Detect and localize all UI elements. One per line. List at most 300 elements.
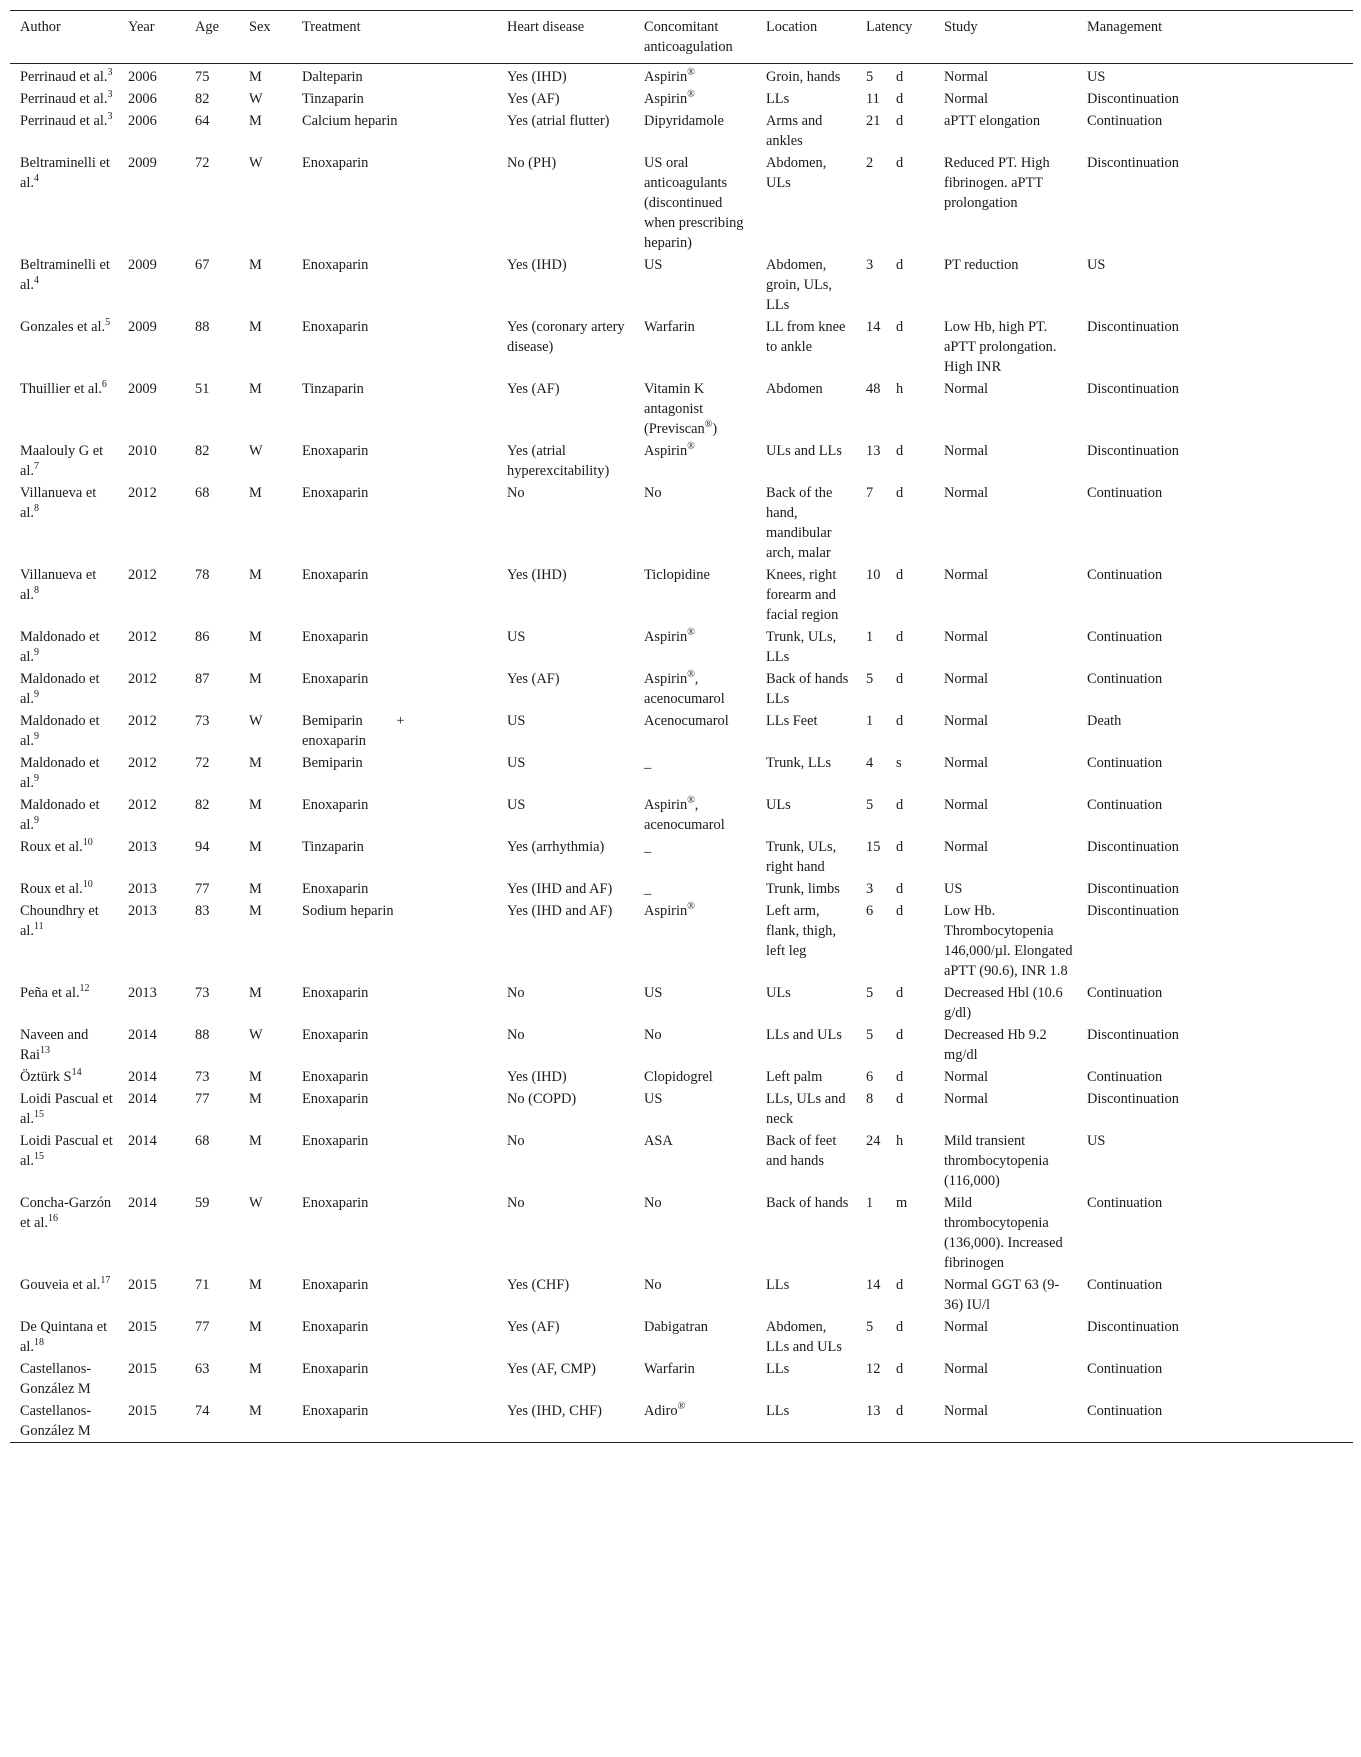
cell-author [10,482,118,564]
cell-study [934,836,1077,878]
cell-treatment [292,626,497,668]
cell-age [185,900,239,982]
cell-year [118,110,185,152]
cell-treatment [292,794,497,836]
cell-year [118,1400,185,1443]
treatment-value: Tinzaparin [302,91,364,107]
treatment-value: Enoxaparin [302,443,369,459]
cell-location [756,1316,856,1358]
management-value: Continuation [1087,1403,1163,1419]
cell-sex [239,710,292,752]
cell-heart-disease [497,110,634,152]
latency-number: 5 [866,1027,874,1043]
cell-age [185,378,239,440]
cell-heart-disease [497,64,634,89]
cell-year [118,1066,185,1088]
table-row [10,1358,1353,1400]
age-value: 78 [195,567,210,583]
age-value: 68 [195,485,210,501]
cell-anticoagulation [634,1400,756,1443]
cell-latency [856,794,934,836]
location-value: Arms and ankles [766,113,823,149]
cell-anticoagulation [634,110,756,152]
cell-sex [239,794,292,836]
cell-year [118,1088,185,1130]
cell-latency [856,1088,934,1130]
cell-latency [856,316,934,378]
cell-sex [239,1192,292,1274]
cell-latency [856,1274,934,1316]
management-value: Continuation [1087,671,1163,687]
cell-location [756,794,856,836]
latency-number: 5 [866,671,874,687]
cell-author [10,1400,118,1443]
cell-age [185,64,239,89]
cell-location [756,152,856,254]
study-value: Decreased Hb 9.2 mg/dl [944,1027,1047,1063]
author-name: Concha-Garzón et al. [20,1195,112,1231]
cell-year [118,1316,185,1358]
study-value: aPTT elongation [944,113,1041,129]
anticoagulation-value: Acenocumarol [644,713,729,729]
reference-number: 12 [79,983,90,995]
latency-number: 12 [866,1361,881,1377]
management-value: Discontinuation [1087,443,1179,459]
year-value: 2012 [128,797,157,813]
study-value: Normal [944,629,988,645]
cell-management [1077,482,1353,564]
management-value: Continuation [1087,1195,1163,1211]
study-value: Reduced PT. High fibrinogen. aPTT prolongation [944,155,1050,211]
cell-treatment [292,982,497,1024]
sex-value: M [249,797,262,813]
column-header-heart-disease: Heart disease [507,19,585,35]
cell-treatment [292,878,497,900]
cell-study [934,1066,1077,1088]
cell-management [1077,440,1353,482]
cell-management [1077,254,1353,316]
latency-number: 24 [866,1133,881,1149]
study-value: Normal [944,381,988,397]
cell-treatment [292,710,497,752]
cell-latency [856,752,934,794]
cell-sex [239,1358,292,1400]
latency-number: 5 [866,69,874,85]
treatment-value: Enoxaparin [302,319,369,335]
cell-heart-disease [497,1274,634,1316]
latency-unit: d [896,567,904,583]
latency-number: 5 [866,1319,874,1335]
cell-treatment [292,836,497,878]
cell-sex [239,900,292,982]
reference-number: 7 [33,461,39,473]
sex-value: M [249,485,262,501]
treatment-value: Dalteparin [302,69,363,85]
age-value: 74 [195,1403,210,1419]
cell-management [1077,564,1353,626]
management-value: Continuation [1087,985,1163,1001]
year-value: 2009 [128,257,157,273]
cell-location [756,900,856,982]
sex-value: M [249,755,262,771]
table-row [10,752,1353,794]
year-value: 2015 [128,1319,157,1335]
location-value: LLs [766,1361,790,1377]
cell-author [10,1130,118,1192]
cell-author [10,152,118,254]
sex-value: W [249,155,263,171]
cell-study [934,1316,1077,1358]
cell-location [756,88,856,110]
treatment-value: Tinzaparin [302,839,364,855]
latency-number: 1 [866,629,874,645]
latency-number: 14 [866,1277,881,1293]
cell-year [118,378,185,440]
cell-latency [856,626,934,668]
cell-treatment [292,1316,497,1358]
cell-age [185,878,239,900]
management-value: Discontinuation [1087,903,1179,919]
cell-author [10,626,118,668]
table-row [10,836,1353,878]
latency-number: 6 [866,903,874,919]
cell-age [185,794,239,836]
cell-latency [856,64,934,89]
location-value: Back of hands [766,1195,849,1211]
cell-study [934,316,1077,378]
year-value: 2012 [128,671,157,687]
cell-sex [239,836,292,878]
cell-sex [239,152,292,254]
cell-study [934,668,1077,710]
cell-latency [856,878,934,900]
location-value: Back of hands LLs [766,671,849,707]
cell-latency [856,668,934,710]
heart-disease-value: Yes (IHD, CHF) [507,1403,602,1419]
sex-value: M [249,671,262,687]
year-value: 2014 [128,1091,157,1107]
treatment-value: Enoxaparin [302,1361,369,1377]
cell-latency [856,254,934,316]
cell-management [1077,1130,1353,1192]
cell-treatment [292,88,497,110]
cell-anticoagulation [634,1024,756,1066]
cell-heart-disease [497,1400,634,1443]
cell-year [118,982,185,1024]
year-value: 2013 [128,985,157,1001]
cell-study [934,900,1077,982]
study-value: Normal [944,485,988,501]
location-value: ULs [766,797,791,813]
latency-unit: d [896,69,904,85]
table-row [10,152,1353,254]
study-value: Normal [944,1361,988,1377]
cell-study [934,1130,1077,1192]
cell-author [10,752,118,794]
cell-study [934,1358,1077,1400]
location-value: LLs Feet [766,713,818,729]
cell-sex [239,1274,292,1316]
location-value: LLs and ULs [766,1027,842,1043]
latency-number: 1 [866,1195,874,1211]
cell-location [756,440,856,482]
sex-value: W [249,443,263,459]
column-header-year: Year [128,19,155,35]
latency-number: 1 [866,713,874,729]
location-value: Back of feet and hands [766,1133,837,1169]
year-value: 2015 [128,1277,157,1293]
latency-unit: d [896,713,904,729]
cell-location [756,316,856,378]
heart-disease-value: Yes (CHF) [507,1277,570,1293]
cell-treatment [292,316,497,378]
cell-author [10,900,118,982]
cell-age [185,1130,239,1192]
treatment-value: Tinzaparin [302,381,364,397]
latency-unit: d [896,1069,904,1085]
cell-sex [239,88,292,110]
cell-treatment [292,900,497,982]
cell-heart-disease [497,1088,634,1130]
management-value: Discontinuation [1087,1319,1179,1335]
cell-age [185,752,239,794]
anticoagulation-value: Vitamin K antagonist (Previscan [644,381,705,437]
cell-age [185,982,239,1024]
cell-age [185,482,239,564]
column-header-age: Age [195,19,219,35]
cell-management [1077,316,1353,378]
reference-number: 17 [100,1275,111,1287]
cell-author [10,316,118,378]
treatment-value: Enoxaparin [302,1319,369,1335]
cell-anticoagulation [634,982,756,1024]
anticoagulation-value: US oral anticoagulants (discontinued when prescribing heparin) [644,155,744,251]
table-row [10,482,1353,564]
cell-year [118,316,185,378]
location-value: Back of the hand, mandibular arch, malar [766,485,833,561]
author-name: Choundhry et al. [20,903,99,939]
location-value: ULs and LLs [766,443,842,459]
anticoagulation-value: Aspirin [644,671,688,687]
cell-author [10,878,118,900]
cell-heart-disease [497,626,634,668]
table-row [10,1088,1353,1130]
reference-number: 9 [33,689,39,701]
anticoagulation-value: Clopidogrel [644,1069,713,1085]
age-value: 77 [195,881,210,897]
sex-value: M [249,1133,262,1149]
study-value: Low Hb. Thrombocytopenia 146,000/µl. Elongated aPTT (90.6), INR 1.8 [944,903,1073,979]
cell-treatment [292,152,497,254]
age-value: 71 [195,1277,210,1293]
cell-anticoagulation [634,710,756,752]
age-value: 88 [195,319,210,335]
anticoagulation-value: Aspirin [644,629,688,645]
heart-disease-value: Yes (IHD and AF) [507,903,613,919]
cell-study [934,626,1077,668]
table-row [10,88,1353,110]
heart-disease-value: US [507,629,526,645]
cell-anticoagulation [634,668,756,710]
cell-author [10,1066,118,1088]
reference-number: 9 [33,647,39,659]
reference-number: 10 [82,837,93,849]
treatment-value: Enoxaparin [302,1133,369,1149]
cell-location [756,482,856,564]
location-value: LLs [766,1277,790,1293]
location-value: Trunk, LLs [766,755,832,771]
heart-disease-value: Yes (AF) [507,381,560,397]
latency-unit: d [896,1403,904,1419]
year-value: 2012 [128,629,157,645]
heart-disease-value: No [507,485,525,501]
cell-author [10,982,118,1024]
cell-latency [856,564,934,626]
study-value: Normal [944,1069,988,1085]
cell-location [756,710,856,752]
column-header-management: Management [1087,19,1163,35]
cell-age [185,564,239,626]
column-header-treatment: Treatment [302,19,361,35]
latency-number: 7 [866,485,874,501]
age-value: 72 [195,755,210,771]
study-value: Low Hb, high PT. aPTT prolongation. High INR [944,319,1057,375]
latency-unit: d [896,1319,904,1335]
study-value: Normal [944,1319,988,1335]
age-value: 72 [195,155,210,171]
cell-study [934,64,1077,89]
cell-treatment [292,1274,497,1316]
study-value: Normal [944,567,988,583]
cell-anticoagulation [634,1192,756,1274]
study-value: US [944,881,963,897]
column-header-sex: Sex [249,19,271,35]
cell-location [756,878,856,900]
year-value: 2006 [128,69,157,85]
treatment-value: Calcium heparin [302,113,398,129]
cell-study [934,1024,1077,1066]
year-value: 2014 [128,1195,157,1211]
cell-year [118,1130,185,1192]
table-body [10,64,1353,1443]
heart-disease-value: US [507,797,526,813]
author-name: Gonzales et al. [20,319,106,335]
cell-author [10,1316,118,1358]
registered-mark: ® [687,669,695,681]
location-value: Abdomen, LLs and ULs [766,1319,842,1355]
sex-value: M [249,69,262,85]
reference-number: 3 [107,111,113,123]
anticoagulation-value: No [644,1277,662,1293]
heart-disease-value: Yes (IHD and AF) [507,881,613,897]
location-value: Abdomen, ULs [766,155,827,191]
column-header-location: Location [766,19,818,35]
anticoagulation-value: Aspirin [644,797,688,813]
cell-latency [856,440,934,482]
author-name: Maldonado et al. [20,797,100,833]
anticoagulation-value: Aspirin [644,903,688,919]
reference-number: 3 [107,89,113,101]
cell-study [934,1400,1077,1443]
age-value: 73 [195,985,210,1001]
cell-heart-disease [497,900,634,982]
cell-year [118,1192,185,1274]
table-row [10,1192,1353,1274]
cell-age [185,836,239,878]
cell-anticoagulation [634,1316,756,1358]
management-value: Continuation [1087,113,1163,129]
location-value: Trunk, ULs, LLs [766,629,837,665]
registered-mark: ® [704,419,713,431]
age-value: 75 [195,69,210,85]
management-value: Continuation [1087,1069,1163,1085]
cell-latency [856,1066,934,1088]
management-value: Continuation [1087,629,1163,645]
cell-latency [856,1192,934,1274]
cell-anticoagulation [634,482,756,564]
heart-disease-value: No [507,1195,525,1211]
study-value: Mild thrombocytopenia (136,000). Increased fibrinogen [944,1195,1063,1271]
cell-treatment [292,752,497,794]
cell-year [118,1358,185,1400]
cell-location [756,564,856,626]
cell-location [756,1066,856,1088]
author-name: Beltraminelli et al. [20,155,110,191]
table-row [10,564,1353,626]
sex-value: W [249,91,263,107]
year-value: 2012 [128,713,157,729]
management-value: US [1087,257,1106,273]
cell-year [118,482,185,564]
cell-author [10,254,118,316]
treatment-value: Enoxaparin [302,1195,369,1211]
treatment-value: Enoxaparin [302,155,369,171]
cell-study [934,378,1077,440]
cell-management [1077,900,1353,982]
cell-study [934,878,1077,900]
anticoagulation-value: Warfarin [644,319,695,335]
age-value: 67 [195,257,210,273]
table-row [10,1024,1353,1066]
reference-number: 13 [39,1045,50,1057]
cell-study [934,982,1077,1024]
cell-author [10,1024,118,1066]
cell-year [118,900,185,982]
management-value: Continuation [1087,1277,1163,1293]
author-name: Maldonado et al. [20,671,100,707]
cell-location [756,836,856,878]
author-name: Perrinaud et al. [20,113,108,129]
cell-anticoagulation [634,752,756,794]
cell-year [118,710,185,752]
cell-age [185,110,239,152]
study-value: Decreased Hbl (10.6 g/dl) [944,985,1063,1021]
sex-value: M [249,629,262,645]
anticoagulation-value: Dabigatran [644,1319,708,1335]
cell-anticoagulation [634,88,756,110]
study-value: Normal [944,713,988,729]
cell-latency [856,1400,934,1443]
heart-disease-value: No [507,985,525,1001]
sex-value: M [249,319,262,335]
reference-number: 10 [82,879,93,891]
year-value: 2009 [128,319,157,335]
latency-unit: d [896,903,904,919]
table-row [10,668,1353,710]
heart-disease-value: Yes (AF, CMP) [507,1361,596,1377]
cell-sex [239,1066,292,1088]
cell-management [1077,626,1353,668]
